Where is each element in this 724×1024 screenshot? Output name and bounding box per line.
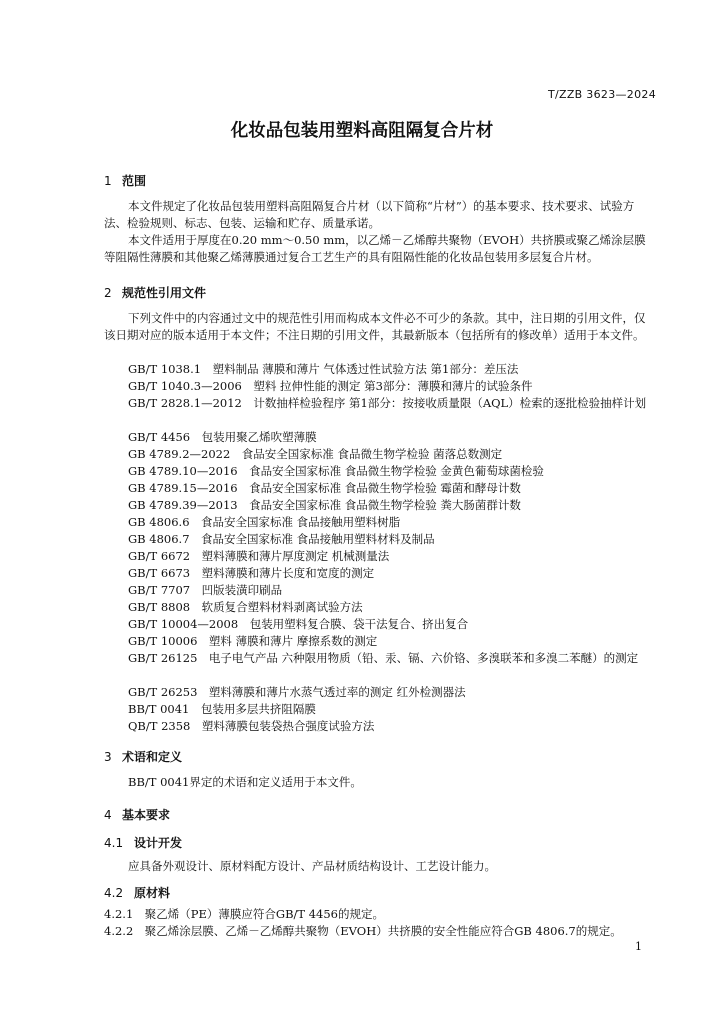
section-title: 规范性引用文件 <box>122 286 207 300</box>
clause-4-2-1 <box>104 906 384 923</box>
subsection-4-1-heading <box>104 834 182 851</box>
reference-item: GB/T 4456 包装用聚乙烯吹塑薄膜 <box>128 430 317 444</box>
section-4-heading <box>104 806 170 823</box>
clause-text: 聚乙烯（PE）薄膜应符合GB/T 4456的规定。 <box>144 907 385 921</box>
reference-item: GB/T 10006 塑料 薄膜和薄片 摩擦系数的测定 <box>128 634 378 648</box>
scope-paragraph-1: 本文件规定了化妆品包装用塑料高阻隔复合片材（以下简称“片材”）的基本要求、技术要求、试验方法、检验规则、标志、包装、运输和贮存、质量承诺。 <box>104 199 635 230</box>
section-title: 基本要求 <box>122 808 171 822</box>
subsection-title: 原材料 <box>134 886 171 900</box>
reference-item: BB/T 0041 包装用多层共挤阻隔膜 <box>128 702 316 716</box>
section-3-heading <box>104 748 182 765</box>
clause-number: 4.2.1 <box>104 907 134 921</box>
subsection-number: 4.2 <box>104 886 124 900</box>
reference-item: GB/T 26253 塑料薄膜和薄片水蒸气透过率的测定 红外检测器法 <box>128 685 466 699</box>
reference-item: GB/T 26125 电子电气产品 六种限用物质（铅、汞、镉、六价铬、多溴联苯和多溴二苯醚）的测定 <box>128 651 639 665</box>
reference-item: GB/T 1040.3—2006 塑料 拉伸性能的测定 第3部分：薄膜和薄片的试验条件 <box>128 379 533 393</box>
section-title: 术语和定义 <box>122 750 183 764</box>
section-number: 1 <box>104 174 112 188</box>
subsection-4-2-heading <box>104 884 170 901</box>
reference-item: GB/T 2828.1—2012 计数抽样检验程序 第1部分：按接收质量限（AQL）检索的逐批检验抽样计划 <box>128 396 647 410</box>
document-title: 化妆品包装用塑料高阻隔复合片材 <box>230 121 494 141</box>
section-number: 2 <box>104 286 112 300</box>
reference-item: GB 4789.39—2013 食品安全国家标准 食品微生物学检验 粪大肠菌群计数 <box>128 498 521 512</box>
reference-item: GB 4789.2—2022 食品安全国家标准 食品微生物学检验 菌落总数测定 <box>128 447 503 461</box>
section-1-heading <box>104 172 146 189</box>
reference-item: QB/T 2358 塑料薄膜包装袋热合强度试验方法 <box>128 719 375 733</box>
scope-paragraph-2: 本文件适用于厚度在0.20 mm～0.50 mm，以乙烯－乙烯醇共聚物（EVOH）共挤膜或聚乙烯涂层膜等阻隔性薄膜和其他聚乙烯薄膜通过复合工艺生产的具有阻隔性能的化妆品包装用多层复合片材。 <box>104 233 646 264</box>
terms-paragraph: BB/T 0041界定的术语和定义适用于本文件。 <box>128 775 362 789</box>
reference-item: GB/T 1038.1 塑料制品 薄膜和薄片 气体透过性试验方法 第1部分：差压法 <box>128 362 519 376</box>
reference-item: GB/T 10004—2008 包装用塑料复合膜、袋干法复合、挤出复合 <box>128 617 469 631</box>
clause-number: 4.2.2 <box>104 924 134 938</box>
section-number: 3 <box>104 750 112 764</box>
page-number: 1 <box>635 940 642 953</box>
reference-item: GB 4806.6 食品安全国家标准 食品接触用塑料树脂 <box>128 515 401 529</box>
standard-code: T/ZZB 3623—2024 <box>547 88 656 101</box>
reference-item: GB 4789.15—2016 食品安全国家标准 食品微生物学检验 霉菌和酵母计数 <box>128 481 521 495</box>
section-number: 4 <box>104 808 112 822</box>
section-title: 范围 <box>122 174 147 188</box>
section-2-heading <box>104 284 206 301</box>
design-paragraph: 应具备外观设计、原材料配方设计、产品材质结构设计、工艺设计能力。 <box>128 859 496 873</box>
reference-item: GB/T 7707 凹版装潢印刷品 <box>128 583 283 597</box>
clause-text: 聚乙烯涂层膜、乙烯－乙烯醇共聚物（EVOH）共挤膜的安全性能应符合GB 4806.7的规定。 <box>144 924 622 938</box>
subsection-title: 设计开发 <box>134 836 183 850</box>
references-intro: 下列文件中的内容通过文中的规范性引用而构成本文件必不可少的条款。其中，注日期的引用文件，仅该日期对应的版本适用于本文件；不注日期的引用文件，其最新版本（包括所有的修改单）适用于本文件。 <box>104 311 646 342</box>
subsection-number: 4.1 <box>104 836 124 850</box>
reference-item: GB 4806.7 食品安全国家标准 食品接触用塑料材料及制品 <box>128 532 435 546</box>
reference-item: GB/T 6673 塑料薄膜和薄片长度和宽度的测定 <box>128 566 375 580</box>
reference-item: GB/T 6672 塑料薄膜和薄片厚度测定 机械测量法 <box>128 549 390 563</box>
clause-4-2-2 <box>104 923 622 940</box>
reference-item: GB 4789.10—2016 食品安全国家标准 食品微生物学检验 金黄色葡萄球菌检验 <box>128 464 544 478</box>
reference-item: GB/T 8808 软质复合塑料材料剥离试验方法 <box>128 600 363 614</box>
